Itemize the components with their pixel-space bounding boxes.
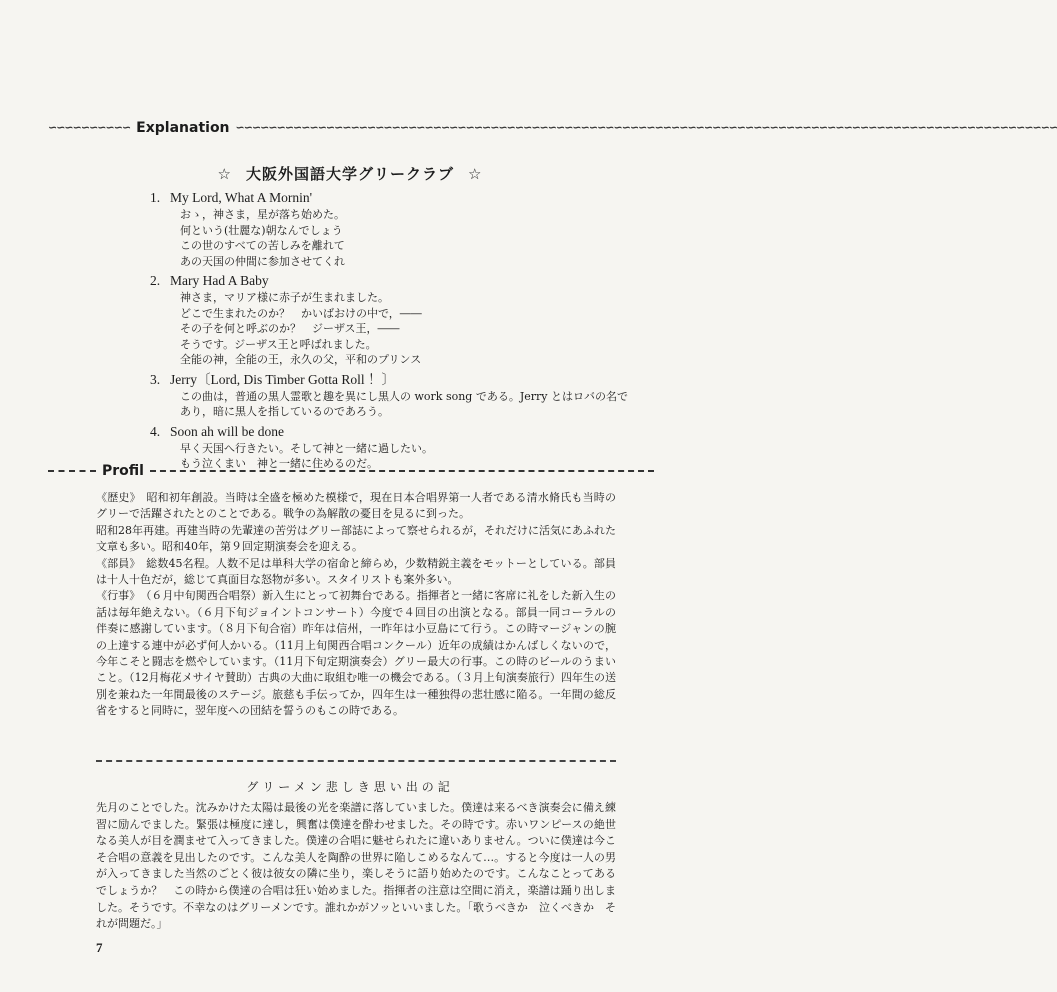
memoir-text: 先月のことでした。沈みかけた太陽は最後の光を楽譜に落していました。僕達は来るべき演奏会に備え練習に励んでました。緊張は極度に達し，興奮は僕達を酔わせました。その時です。赤いワンピースの絶世なる美人が目を潤ませて入ってきました。僕達の合唱に魅せられたに違いありません。ついに僕達は今こそ合唱の意義を見出したのです。こんな美人を陶酔の世界に陥しこめるなんて…。すると今度は一人の男が入ってきました当然のごとく彼は彼女の隣に坐り，楽しそうに語り始めたのです。こんなことってあるでしょうか？ この時から僕達の合唱は狂い始めました。指揮者の注意は空間に消え，楽譜は踊り出しました。そうです。不幸なのはグリーメンです。誰れかがソッといいました。「歌うべきか 泣くべきか それが問題だ。」: [96, 801, 616, 931]
lyric-line: 全能の神，全能の王，永久の父，平和のプリンス: [180, 353, 422, 366]
song-title-text: Soon ah will be done: [170, 423, 284, 439]
lyric-line: 早く天国へ行きたい。そして神と一緒に過したい。: [180, 441, 433, 455]
song-title-text: Jerry〔Lord, Dis Timber Gotta Roll ！〕: [170, 371, 395, 387]
song-title-text: My Lord, What A Mornin': [170, 190, 313, 205]
profil-header: [48, 463, 654, 479]
lyric-line: その子を何と呼ぶのか？ ジーザス王，――: [180, 322, 400, 335]
lyric-line: 神さま，マリア様に赤子が生まれました。: [180, 291, 389, 304]
explanation-header: [48, 120, 1057, 136]
song-lyrics: [180, 207, 630, 269]
lyric-line: もう泣くまい 神と一緒に住めるのだ。: [180, 457, 378, 470]
profil-events: 《行事》 （６月中旬関西合唱祭）新入生にとって初舞台である。指揮者と一緒に客席に礼をした新入生の話は毎年絶えない。（６月下旬ジョイントコンサート）今度で４回目の出演となる。部員一同コーラルの伴奏に感謝しています。（８月下旬合宿）昨年は信州，一昨年は小豆島にて行う。この時マージャンの腕の上達する連中が必ず何人かいる。（11月上旬関西合唱コンクール）近年の成績はかんばしくないので，今年こそと闘志を燃やしています。（11月下旬定期演奏会）グリー最大の行事。この時のビールのうまいこと。（12月梅花メサイヤ賛助）古典の大曲に取組む唯一の機会である。（３月上旬演奏旅行）四年生の送別を兼ねた一年間最後のステージ。旅慈も手伝ってか，四年生は一種独得の悲壮感に陥る。一年間の総反省をすると同時に，翌年度への団結を誓うのもこの時である。: [96, 589, 616, 718]
star-icon: ☆: [217, 165, 232, 183]
wavy-rule-right: ∽∽∽∽∽∽∽∽∽∽∽∽∽∽∽∽∽∽∽∽∽∽∽∽∽∽∽∽∽∽∽∽∽∽∽∽∽∽∽∽∽∽∽∽∽∽∽∽∽∽∽∽∽∽∽∽∽∽∽∽∽∽∽∽∽∽∽∽∽∽∽∽∽∽∽∽∽∽∽∽∽∽∽∽∽∽∽∽∽∽∽∽∽∽∽∽∽∽∽∽: [235, 121, 1057, 134]
song-number: 1.: [150, 190, 161, 205]
song-item: [150, 271, 630, 368]
explanation-heading: Explanation: [136, 120, 230, 136]
divider: [96, 760, 616, 762]
song-title: [150, 370, 630, 389]
song-item: [150, 370, 630, 420]
song-title-text: Mary Had A Baby: [170, 273, 269, 288]
lyric-line: おゝ，神さま，星が落ち始めた。: [180, 208, 345, 221]
song-number: 2.: [150, 273, 161, 288]
song-title: [150, 271, 630, 290]
star-icon: ☆: [468, 165, 483, 183]
profil-members: 《部員》 総数45名程。人数不足は単科大学の宿命と締らめ，少数精鋭主義をモットーとしている。部員は十人十色だが，総じて真面目な怒物が多い。スタイリストも案外多い。: [96, 556, 616, 587]
song-item: [150, 188, 630, 269]
wavy-rule-left: ∽∽∽∽∽∽∽∽∽∽: [48, 121, 131, 134]
lyric-line: どこで生まれたのか？ かいばおけの中で，――: [180, 306, 422, 320]
song-lyrics: [180, 389, 630, 420]
song-number: 4.: [150, 423, 161, 439]
lyric-line: そうです。ジーザス王と呼ばれました。: [180, 337, 377, 351]
lyric-line: この曲は，普通の黒人霊歌と趣を異にし黒人の work song である。Jerry とはロバの名で: [180, 389, 628, 403]
lyric-line: あり，暗に黒人を指しているのであろう。: [180, 405, 389, 418]
profil-body: [96, 490, 616, 720]
profil-heading: Profil: [102, 463, 144, 479]
dashed-rule-left: [48, 470, 96, 472]
lyric-line: 何という(壮麗な)朝なんでしょう: [180, 223, 343, 237]
club-title: [0, 163, 700, 184]
lyric-line: この世のすべての苦しみを離れて: [180, 239, 345, 252]
song-title: [150, 188, 630, 207]
memoir-title: グリーメン悲しき思い出の記: [246, 780, 454, 794]
song-title: [150, 422, 630, 441]
profil-rebuild: 昭和28年再建。再建当時の先輩達の苦労はグリー部誌によって察せられるが，それだけに活気にあふれた文章も多い。昭和40年，第９回定期演奏会を迎える。: [96, 523, 616, 554]
dashed-rule-right: [150, 470, 654, 472]
page-number: 7: [96, 940, 103, 955]
song-lyrics: [180, 290, 630, 368]
lyric-line: あの天国の仲間に参加させてくれ: [180, 254, 345, 268]
profil-history: 《歴史》 昭和初年創設。当時は全盛を極めた模様で，現在日本合唱界第一人者である清水脩氏も当時のグリーで活躍されたとのことである。戦争の為解散の憂目を見るに到った。: [96, 491, 616, 521]
club-title-text: 大阪外国語大学グリークラブ: [245, 165, 454, 183]
song-list: [150, 188, 630, 474]
song-number: 3.: [150, 371, 161, 387]
